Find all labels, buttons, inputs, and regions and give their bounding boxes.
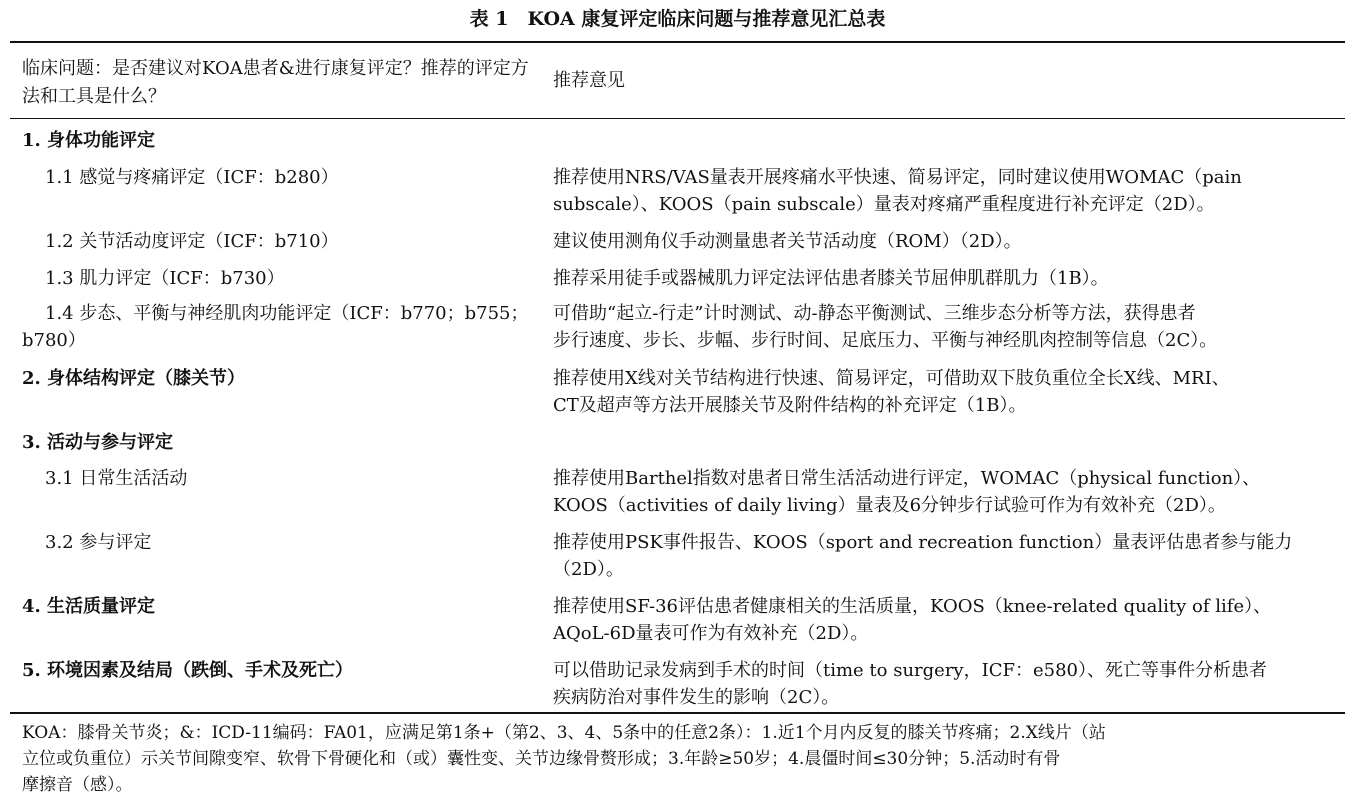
table-header xyxy=(0,51,1355,111)
row-question: 1.3 肌力评定（ICF：b730） xyxy=(45,268,285,289)
row-recommendation: 推荐使用PSK事件报告、KOOS（sport and recreation function）量表评估患者参与能力 （2D）。 xyxy=(553,532,1293,580)
header-question: 临床问题：是否建议对KOA患者&进行康复评定？推荐的评定方法和工具是什么？ xyxy=(22,58,529,107)
row-recommendation: 推荐使用X线对关节结构进行快速、简易评定，可借助双下肢负重位全长X线、MRI、 CT及超声等方法开展膝关节及附件结构的补充评定（1B）。 xyxy=(553,368,1230,416)
table-header-rule xyxy=(10,118,1345,119)
row-question: 2. 身体结构评定（膝关节） xyxy=(22,368,246,389)
row-question: 1.2 关节活动度评定（ICF：b710） xyxy=(45,231,339,252)
row-recommendation: 建议使用测角仪手动测量患者关节活动度（ROM）（2D）。 xyxy=(553,231,1022,252)
row-question: 3.1 日常生活活动 xyxy=(45,468,188,489)
row-recommendation: 推荐采用徒手或器械肌力评定法评估患者膝关节屈伸肌群肌力（1B）。 xyxy=(553,268,1109,289)
row-question: 3.2 参与评定 xyxy=(45,532,152,553)
table-top-rule xyxy=(10,41,1345,43)
row-question: 5. 环境因素及结局（跌倒、手术及死亡） xyxy=(22,660,354,681)
row-question: 1. 身体功能评定 xyxy=(22,130,156,151)
row-recommendation: 推荐使用Barthel指数对患者日常生活活动进行评定，WOMAC（physical function）、 KOOS（activities of daily living）量表及6分钟步行试验可作为有效补充（2D）。 xyxy=(553,468,1261,516)
row-recommendation: 可借助“起立-行走”计时测试、动-静态平衡测试、三维步态分析等方法，获得患者 步行速度、步长、步幅、步行时间、足底压力、平衡与神经肌肉控制等信息（2C）。 xyxy=(553,303,1218,351)
row-recommendation: 推荐使用SF-36评估患者健康相关的生活质量，KOOS（knee-related quality of life）、 AQoL-6D量表可作为有效补充（2D）。 xyxy=(553,596,1272,644)
table-bottom-rule xyxy=(10,712,1345,714)
row-question: 1.4 步态、平衡与神经肌肉功能评定（ICF：b770；b755；b780） xyxy=(22,303,529,351)
row-question: 4. 生活质量评定 xyxy=(22,596,156,617)
row-recommendation: 推荐使用NRS/VAS量表开展疼痛水平快速、简易评定，同时建议使用WOMAC（pain subscale）、KOOS（pain subscale）量表对疼痛严重程度进行补充评定（2D）。 xyxy=(553,167,1242,215)
table-footnote: KOA：膝骨关节炎；&：ICD-11编码：FA01，应满足第1条+（第2、3、4、5条中的任意2条）：1.近1个月内反复的膝关节疼痛；2.X线片（站 立位或负重位）示关节间隙变窄、软骨下骨硬化和（或）囊性变、关节边缘骨赘形成；3.年龄≥50岁；4.晨僵时间≤30分钟；5.活动时有骨 摩擦音（感）。 xyxy=(22,723,1106,795)
row-question: 1.1 感觉与疼痛评定（ICF：b280） xyxy=(45,167,339,188)
table-title: 表 1 KOA 康复评定临床问题与推荐意见汇总表 xyxy=(469,8,886,30)
row-question: 3. 活动与参与评定 xyxy=(22,432,174,453)
row-recommendation: 可以借助记录发病到手术的时间（time to surgery，ICF：e580）、死亡等事件分析患者 疾病防治对事件发生的影响（2C）。 xyxy=(553,660,1267,708)
header-recommendation: 推荐意见 xyxy=(553,70,625,91)
